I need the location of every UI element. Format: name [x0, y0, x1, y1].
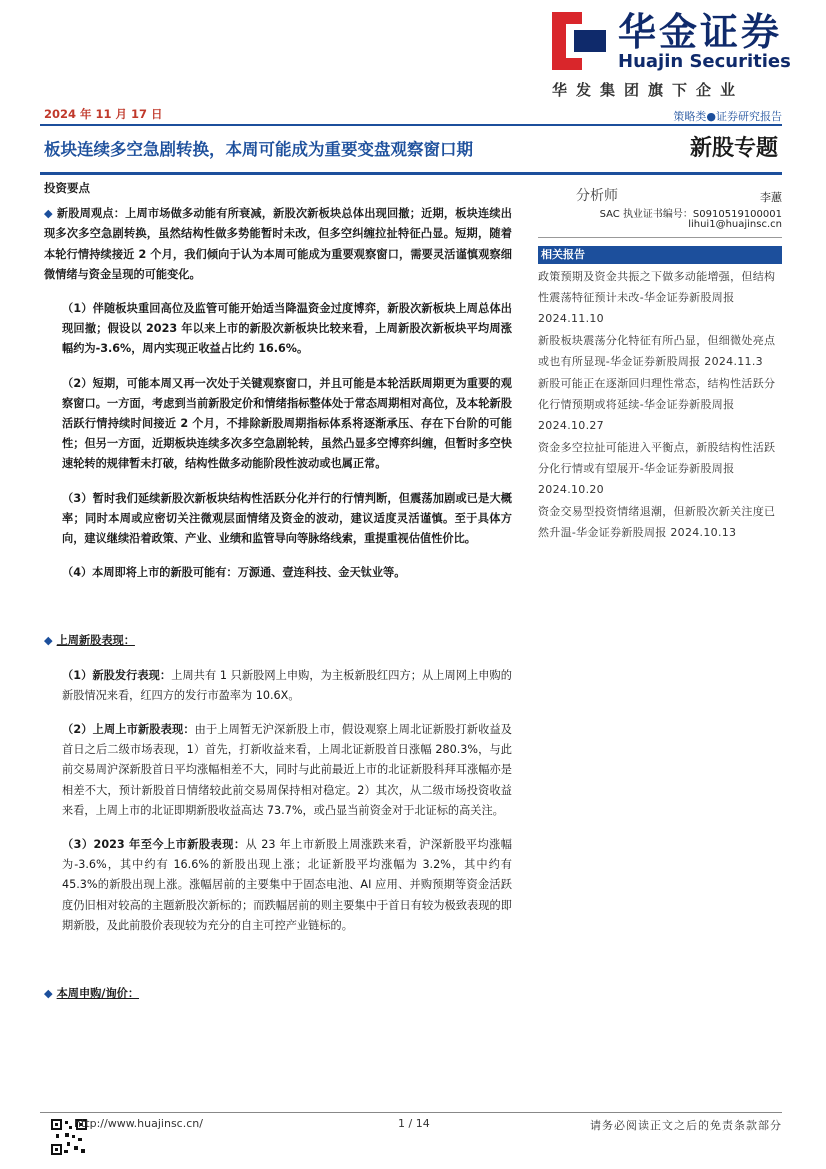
perf-item-1-text: 上周共有 1 只新股网上申购，为主板新股红四方；从上周网上申购的新股情况来看，红四方的发行市盈率为 10.6X。 — [62, 668, 512, 702]
analyst-divider — [538, 237, 782, 238]
main-column — [44, 178, 512, 1018]
perf-item-1 — [44, 666, 512, 706]
report-category: 策略类●证券研究报告 — [673, 110, 782, 123]
sac-number: SAC 执业证书编号：S0910519100001 — [599, 209, 782, 220]
related-report-item[interactable]: 新股板块震荡分化特征有所凸显，但细微处亮点或也有所显现-华金证券新股周报 2024.11.3 — [538, 334, 776, 368]
perf-item-2-label: （2）上周上市新股表现： — [62, 723, 195, 737]
point-3: （3）暂时我们延续新股次新板块结构性活跃分化并行的行情判断，但震荡加剧或已是大概率；同时本周或应密切关注微观层面情绪及资金的波动，建议适度灵活谨慎。至于具体方向，建议继续沿着政策、产业、业绩和监管导向等脉络线索，重提重视估值性价比。 — [62, 491, 512, 546]
view-text: 新股周观点：上周市场做多动能有所衰减，新股次新板块总体出现回撤；近期，板块连续出现多次多空急剧转换，虽然结构性做多势能暂时未改，但多空纠缠拉扯特征凸显。短期，随着本轮行情持续接近 2 个月，我们倾向于认为本周可能成为重要观察窗口，需要灵活谨慎观察细微情绪与资金呈现的可能变化。 — [44, 207, 512, 281]
perf-item-2-text: 由于上周暂无沪深新股上市，假设观察上周北证新股打新收益及首日之后二级市场表现，1）首先，打新收益来看，上周北证新股首日涨幅 280.3%，与此前交易周沪深新股首日平均涨幅相差不大，同时与此前最近上市的北证新股科拜耳涨幅亦是相差不大，预计新股首日情绪较此前交易周保持相对稳定。2）其次，从二级市场投资收益来看，上周上市的北证即期新股收益高达 73.7%，或凸显当前资金对于北证标的高关注。 — [62, 723, 512, 817]
report-title: 板块连续多空急剧转换，本周可能成为重要变盘观察窗口期 — [44, 140, 473, 159]
huajin-logo-icon — [552, 12, 606, 70]
analyst-name: 李蕙 — [760, 191, 782, 204]
perf-item-2 — [44, 720, 512, 821]
investment-heading: 投资要点 — [44, 181, 90, 195]
related-reports-list — [538, 266, 782, 544]
disclaimer-note: 请务必阅读正文之后的免责条款部分 — [590, 1119, 782, 1132]
subscription-heading — [44, 984, 512, 1004]
diamond-bullet-icon: ◆ — [44, 634, 53, 648]
related-reports-heading: 相关报告 — [538, 246, 782, 264]
perf-item-3 — [44, 835, 512, 936]
point-1: （1）伴随板块重回高位及监管可能开始适当降温资金过度博弈，新股次新板块上周总体出现回撤；假设以 2023 年以来上市的新股次新板块比较来看，上周新股次新板块平均周涨幅约为-3.6%，周内实现正收益占比约 16.6%。 — [62, 302, 512, 356]
point-2: （2）短期，可能本周又再一次处于关键观察窗口，并且可能是本轮活跃周期更为重要的观察窗口。一方面，考虑到当前新股定价和情绪指标整体处于常态周期相对高位，及本轮新股活跃行情持续时间接近 2 个月，不排除新股周期指标体系将逐渐承压、存在下台阶的可能性；但另一方面，近期板块连续多次多空急剧轮转，虽然凸显多空博弈纠缠，但暂时多空快速轮转的规律暂未打破，结构性做多动能阶段性波动或也属正常。 — [62, 376, 512, 471]
perf-item-1-label: （1）新股发行表现： — [62, 668, 172, 682]
diamond-bullet-icon: ◆ — [44, 207, 53, 221]
related-report-item[interactable]: 资金交易型投资情绪退潮，但新股次新关注度已然升温-华金证券新股周报 2024.10.13 — [538, 505, 776, 539]
perf-item-3-label: （3）2023 年至今上市新股表现： — [62, 838, 246, 852]
footer-url[interactable]: http://www.huajinsc.cn/ — [74, 1117, 203, 1130]
perf-item-3-text: 从 23 年上市新股上周涨跌来看，沪深新股平均涨幅为-3.6%，其中约有 16.6%的新股出现上涨；北证新股平均涨幅为 3.2%，其中约有 45.3%的新股出现上涨。涨幅居前的主要集中于固态电池、AI 应用、并购预期等资金活跃度仍旧相对较高的主题新股次新标的；而跌幅居前的则主要集中于首日有较为极致表现的即期新股，及此前股价表现较为充分的自主可控产业链标的。 — [62, 838, 512, 932]
title-divider — [40, 172, 782, 175]
related-report-item[interactable]: 新股可能正在逐渐回归理性常态，结构性活跃分化行情预期或将延续-华金证券新股周报 2024.10.27 — [538, 377, 776, 432]
footer-divider — [40, 1112, 782, 1113]
diamond-bullet-icon: ◆ — [44, 987, 53, 1001]
group-tagline: 华发集团旗下企业 — [552, 81, 745, 99]
analyst-label: 分析师 — [576, 188, 618, 204]
report-topic: 新股专题 — [689, 136, 778, 161]
point-4: （4）本周即将上市的新股可能有：万源通、壹连科技、金天钛业等。 — [62, 566, 406, 580]
logo-english: Huajin Securities — [618, 51, 791, 72]
page-number: 1 / 14 — [398, 1117, 430, 1130]
performance-heading — [44, 631, 512, 651]
report-date: 2024 年 11 月 17 日 — [44, 107, 163, 121]
related-report-item[interactable]: 政策预期及资金共振之下做多动能增强，但结构性震荡特征预计未改-华金证券新股周报 2024.11.10 — [538, 270, 776, 325]
performance-heading-text: 上周新股表现： — [56, 634, 135, 648]
related-report-item[interactable]: 资金多空拉扯可能进入平衡点，新股结构性活跃分化行情或有望展开-华金证券新股周报 2024.10.20 — [538, 441, 776, 496]
view-paragraph — [44, 204, 512, 285]
subscription-heading-text: 本周申购/询价： — [56, 987, 140, 1001]
logo-chinese: 华金证券 — [618, 10, 783, 54]
analyst-email[interactable]: lihui1@huajinsc.cn — [688, 219, 782, 230]
